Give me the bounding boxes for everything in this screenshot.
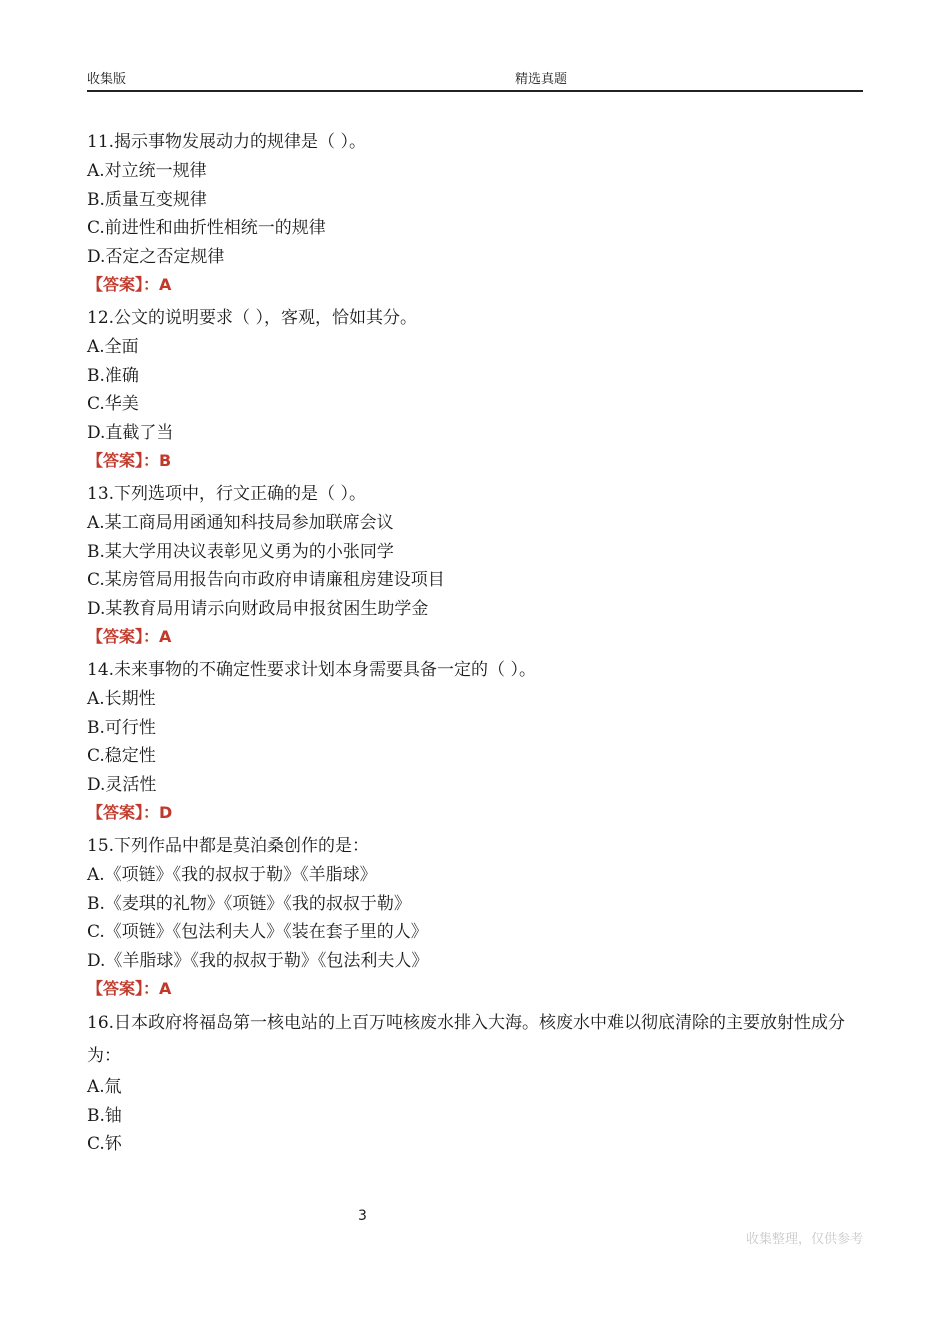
- question-11: [87, 127, 867, 299]
- page-header: [87, 68, 863, 92]
- option-c: C.华美: [87, 394, 139, 414]
- option-a: A.某工商局用函通知科技局参加联席会议: [87, 513, 394, 533]
- question-16: [87, 1007, 867, 1159]
- option-d: D.某教育局用请示向财政局申报贫困生助学金: [87, 598, 429, 619]
- option-c: C.《项链》《包法利夫人》《装在套子里的人》: [87, 922, 428, 942]
- option-d: D.灵活性: [87, 774, 157, 795]
- question-stem: 13.下列选项中，行文正确的是（ ）。: [87, 484, 366, 504]
- question-stem: 14.未来事物的不确定性要求计划本身需要具备一定的（ ）。: [87, 660, 536, 680]
- answer-label: 【答案】：B: [87, 451, 172, 470]
- question-stem: 16.日本政府将福岛第一核电站的上百万吨核废水排入大海。核废水中难以彻底清除的主要放射性成分为：: [87, 1013, 846, 1066]
- question-14: [87, 655, 867, 827]
- option-c: C.前进性和曲折性相统一的规律: [87, 218, 326, 238]
- option-b: B.铀: [87, 1105, 122, 1126]
- question-15: [87, 831, 867, 1003]
- answer-label: 【答案】：D: [87, 803, 173, 822]
- option-c: C.钚: [87, 1134, 122, 1154]
- option-b: B.质量互变规律: [87, 189, 207, 210]
- answer-label: 【答案】：A: [87, 627, 172, 646]
- header-center-label: 精选真题: [515, 72, 568, 87]
- question-stem: 12.公文的说明要求（ ），客观，恰如其分。: [87, 308, 417, 328]
- option-a: A.长期性: [87, 689, 156, 709]
- option-b: B.准确: [87, 365, 139, 386]
- option-d: D.直截了当: [87, 422, 174, 443]
- question-stem: 15.下列作品中都是莫泊桑创作的是：: [87, 836, 370, 856]
- option-c: C.稳定性: [87, 746, 156, 766]
- option-a: A.《项链》《我的叔叔于勒》《羊脂球》: [87, 865, 377, 885]
- header-left-label: 收集版: [87, 72, 127, 87]
- option-d: D.否定之否定规律: [87, 246, 225, 267]
- answer-label: 【答案】：A: [87, 979, 172, 998]
- option-a: A.对立统一规律: [87, 161, 207, 181]
- option-c: C.某房管局用报告向市政府申请廉租房建设项目: [87, 570, 445, 590]
- question-list: [87, 124, 867, 1159]
- answer-label: 【答案】：A: [87, 275, 172, 294]
- question-13: [87, 479, 867, 651]
- option-b: B.某大学用决议表彰见义勇为的小张同学: [87, 541, 394, 562]
- option-b: B.可行性: [87, 717, 156, 738]
- option-a: A.氚: [87, 1077, 122, 1097]
- footer-note: 收集整理，仅供参考: [745, 1232, 863, 1247]
- option-d: D.《羊脂球》《我的叔叔于勒》《包法利夫人》: [87, 950, 429, 971]
- option-b: B.《麦琪的礼物》《项链》《我的叔叔于勒》: [87, 893, 411, 914]
- question-stem: 11.揭示事物发展动力的规律是（ ）。: [87, 132, 366, 152]
- question-12: [87, 303, 867, 475]
- page-number: 3: [358, 1208, 367, 1224]
- option-a: A.全面: [87, 337, 139, 357]
